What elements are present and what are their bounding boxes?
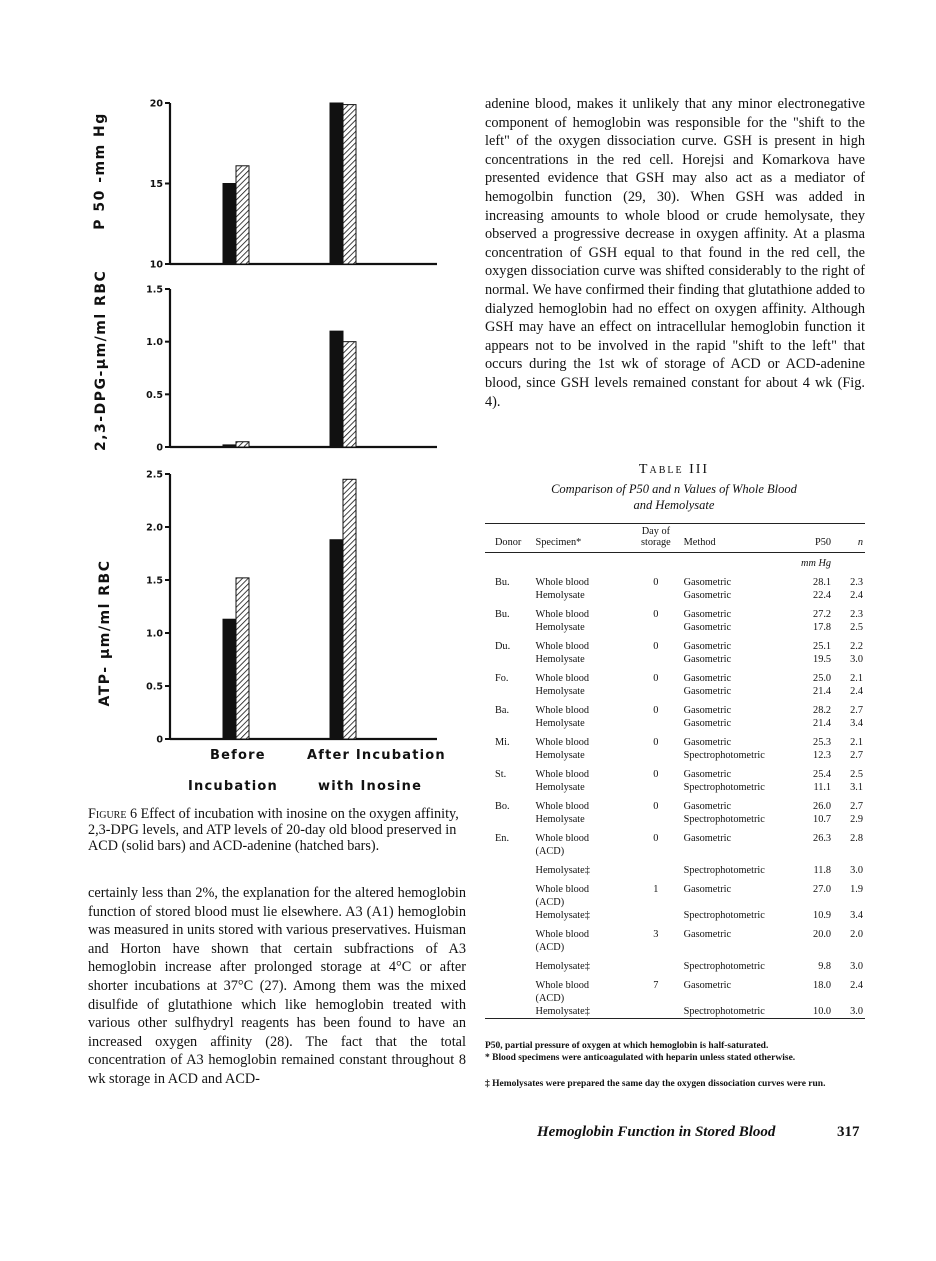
cell-specimen: Whole blood [535, 641, 590, 652]
cell-day [630, 813, 681, 826]
cell-donor: Fo. [495, 673, 509, 684]
cell-n: 2.7 [850, 750, 863, 761]
cell-donor [485, 954, 534, 973]
y-tick-label: 1.0 [146, 337, 163, 349]
footnote: * Blood specimens were anticoagulated with heparin unless stated otherwise. [485, 1053, 796, 1063]
table-row [485, 717, 865, 730]
cell-day [630, 589, 681, 602]
cell-p50: 28.1 [813, 577, 832, 588]
running-title: Hemoglobin Function in Stored Blood [537, 1124, 776, 1140]
bar-solid-acd [223, 184, 236, 265]
cell-donor [485, 717, 534, 730]
cell-p50: 19.5 [813, 654, 832, 665]
left-column-text: certainly less than 2%, the explanation for the altered hemoglobin function of stored blood must lie elsewhere. A3 (A1) hemoglobin was measured in units stored with various preservatives. Huisman and Horton have shown that certain subfractions of A3 hemoglobin increase after prolonged storage at 4°C or after shorter incubations at 37°C (27). Among them was the mixed disulfide of glutathione which like hemoglobin treated with various other sulfhydryl reagents has been found to have an increased oxygen affinity (28). The fact that the total concentration of A3 hemoglobin remained constant throughout 8 wk storage in ACD and ACD- [88, 885, 466, 1087]
cell-p50: 22.4 [813, 590, 832, 601]
cell-day: 7 [653, 980, 659, 991]
cell-p50: 11.8 [813, 865, 832, 876]
cell-day [630, 896, 681, 909]
cell-method: Gasometric [683, 590, 732, 601]
cell-p50: 27.2 [813, 609, 832, 620]
table-row [485, 973, 865, 992]
cell-day: 0 [653, 609, 659, 620]
cell-n: 3.0 [850, 654, 863, 665]
table-row [485, 954, 865, 973]
cell-n: 3.4 [850, 910, 863, 921]
cell-method: Gasometric [683, 737, 732, 748]
cell-specimen: Whole blood [535, 673, 590, 684]
cell-method: Spectrophotometric [683, 910, 765, 921]
cell-specimen: (ACD) [535, 942, 565, 953]
cell-day [630, 845, 681, 858]
table-row [485, 909, 865, 922]
y-tick-label: 15 [149, 179, 163, 190]
cell-n: 2.2 [850, 641, 863, 652]
cell-donor [485, 992, 534, 1005]
cell-n: 3.1 [850, 782, 863, 793]
bar-solid-acd [223, 619, 236, 739]
bar-hatched-acd-adenine [236, 578, 249, 739]
cell-donor [485, 877, 534, 896]
units-cell: mm Hg [801, 558, 832, 569]
y-tick-label: 0 [156, 442, 163, 454]
col-method: Method [682, 524, 791, 553]
y-tick-label: 20 [149, 98, 163, 110]
cell-method: Gasometric [683, 641, 732, 652]
xcat-after-line1: After Incubation [307, 748, 446, 763]
cell-specimen: Whole blood [535, 705, 590, 716]
cell-specimen: Whole blood [535, 737, 590, 748]
cell-donor [485, 589, 534, 602]
cell-donor [485, 653, 534, 666]
cell-method: Gasometric [683, 833, 732, 844]
cell-method: Gasometric [683, 654, 732, 665]
cell-method: Gasometric [683, 609, 732, 620]
cell-method: Gasometric [683, 801, 732, 812]
bar-solid-acd [223, 445, 236, 447]
footnote: P50, partial pressure of oxygen at which hemoglobin is half-saturated. [485, 1041, 769, 1051]
cell-specimen: Hemolysate [535, 686, 585, 697]
cell-donor: Bo. [495, 801, 510, 812]
figure-caption-text: Effect of incubation with inosine on the oxygen affinity, 2,3-DPG levels, and ATP levels of 20-day old blood preserved in ACD (solid bars) and ACD-adenine (hatched bars). [88, 806, 459, 854]
cell-specimen: Whole blood [535, 801, 590, 812]
cell-p50: 20.0 [813, 929, 832, 940]
bar-hatched-acd-adenine [343, 342, 356, 447]
cell-specimen: Whole blood [535, 609, 590, 620]
cell-day: 1 [653, 884, 659, 895]
cell-day: 3 [653, 929, 659, 940]
cell-donor: Mi. [495, 737, 510, 748]
cell-p50: 21.4 [813, 718, 832, 729]
cell-donor: Bu. [495, 577, 510, 588]
bar-solid-acd [330, 331, 343, 447]
cell-donor [485, 621, 534, 634]
cell-day: 0 [653, 769, 659, 780]
col-n: n [833, 524, 865, 553]
bar-hatched-acd-adenine [343, 105, 356, 264]
table-row [485, 941, 865, 954]
cell-p50: 18.0 [813, 980, 832, 991]
cell-p50: 25.0 [813, 673, 832, 684]
cell-n [833, 896, 865, 909]
cell-n: 2.4 [850, 590, 863, 601]
cell-specimen: Whole blood [535, 980, 590, 991]
cell-n [833, 941, 865, 954]
cell-day [630, 941, 681, 954]
cell-day [630, 1005, 681, 1019]
cell-method: Spectrophotometric [683, 865, 765, 876]
table-row [485, 813, 865, 826]
cell-p50: 11.1 [813, 782, 832, 793]
cell-method: Gasometric [683, 577, 732, 588]
cell-donor [485, 813, 534, 826]
table-row [485, 794, 865, 813]
cell-specimen: Whole blood [535, 769, 590, 780]
cell-day: 0 [653, 641, 659, 652]
cell-donor: Du. [495, 641, 511, 652]
cell-day [630, 621, 681, 634]
table-row [485, 858, 865, 877]
y-tick-label: 1.0 [146, 628, 163, 640]
cell-method: Spectrophotometric [683, 961, 765, 972]
table-row [485, 730, 865, 749]
cell-n: 3.0 [850, 865, 863, 876]
cell-day [630, 909, 681, 922]
cell-method [682, 896, 791, 909]
table-row [485, 922, 865, 941]
cell-day [630, 653, 681, 666]
cell-method: Gasometric [683, 686, 732, 697]
cell-p50: 10.0 [813, 1006, 832, 1017]
figure-caption [88, 806, 468, 854]
cell-n: 2.1 [850, 673, 863, 684]
y-tick-label: 2.0 [146, 522, 163, 534]
cell-method: Spectrophotometric [683, 750, 765, 761]
cell-method: Gasometric [683, 673, 732, 684]
table-row [485, 781, 865, 794]
cell-n: 2.3 [850, 577, 863, 588]
cell-method: Spectrophotometric [683, 782, 765, 793]
footnote: ‡ Hemolysates were prepared the same day the oxygen dissociation curves were run. [485, 1079, 826, 1089]
table-row [485, 570, 865, 589]
cell-donor [485, 845, 534, 858]
cell-day: 0 [653, 737, 659, 748]
table-row [485, 1005, 865, 1019]
cell-day [630, 992, 681, 1005]
cell-method [682, 992, 791, 1005]
cell-specimen: (ACD) [535, 846, 565, 857]
table-row [485, 877, 865, 896]
cell-p50: 25.3 [813, 737, 832, 748]
cell-specimen: (ACD) [535, 897, 565, 908]
xcat-before-line1: Before [210, 748, 266, 763]
xcat-after-line2: with Inosine [318, 779, 423, 794]
cell-n: 2.4 [850, 980, 863, 991]
cell-donor [485, 973, 534, 992]
cell-donor [485, 749, 534, 762]
cell-specimen: Hemolysate‡ [535, 865, 590, 876]
cell-n: 2.0 [850, 929, 863, 940]
cell-n [833, 845, 865, 858]
cell-p50: 28.2 [813, 705, 832, 716]
cell-n: 2.4 [850, 686, 863, 697]
right-column-text: adenine blood, makes it unlikely that any minor electronegative component of hemoglobin was responsible for the "shift to the left" of the oxygen dissociation curve. GSH is present in high concentrations in the red cell. Horejsi and Komarkova have presented evidence that GSH may also act as a mediator of hemogolbin function (29, 30). When GSH was added in increasing amounts to whole blood or crude hemolysate, they observed a progressive decrease in oxygen affinity. At a plasma concentration of GSH equal to that found in the red cell, the oxygen dissociation curve was shifted considerably to the right of normal. We have confirmed their finding that glutathione added to dialyzed hemoglobin had no effect on oxygen affinity. Although GSH may have an effect on intracellular hemoglobin function it appears not to be involved in the rapid "shift to the left" that occurs during the 1st wk of storage of ACD or ACD-adenine blood, since GSH levels remained constant for about 4 wk (Fig. 4). [485, 96, 865, 410]
cell-specimen: Hemolysate [535, 590, 585, 601]
cell-n: 2.3 [850, 609, 863, 620]
cell-method: Gasometric [683, 884, 732, 895]
figure-6-chart [0, 0, 470, 760]
cell-p50 [790, 941, 833, 954]
cell-specimen: Hemolysate [535, 718, 585, 729]
cell-day [630, 749, 681, 762]
col-specimen: Specimen* [534, 524, 631, 553]
cell-day: 0 [653, 577, 659, 588]
cell-n: 2.7 [850, 801, 863, 812]
table-title [485, 462, 863, 513]
chart-atp-ylabel: ATP- µm/ml RBC [97, 559, 113, 707]
cell-day [630, 717, 681, 730]
cell-specimen: Hemolysate [535, 814, 585, 825]
table-row [485, 685, 865, 698]
y-tick-label: 0 [156, 734, 163, 746]
cell-p50: 27.0 [813, 884, 832, 895]
y-tick-label: 0.5 [146, 681, 163, 693]
cell-n: 3.0 [850, 1006, 863, 1017]
cell-p50: 12.3 [813, 750, 832, 761]
cell-n: 2.8 [850, 833, 863, 844]
bar-solid-acd [330, 540, 343, 739]
figure-caption-lead: Figure 6 [88, 806, 138, 822]
cell-donor [485, 781, 534, 794]
cell-donor: Bu. [495, 609, 510, 620]
cell-specimen: Whole blood [535, 833, 590, 844]
cell-specimen: Hemolysate‡ [535, 961, 590, 972]
cell-specimen: Hemolysate [535, 782, 585, 793]
cell-donor [485, 909, 534, 922]
cell-donor [485, 685, 534, 698]
cell-n: 3.0 [850, 961, 863, 972]
table-label: Table III [638, 462, 710, 477]
xcat-before-line2: Incubation [188, 779, 278, 794]
cell-donor: St. [495, 769, 507, 780]
cell-p50 [790, 845, 833, 858]
cell-n: 2.1 [850, 737, 863, 748]
cell-specimen: Hemolysate [535, 622, 585, 633]
cell-donor: Ba. [495, 705, 510, 716]
col-p50: P50 [790, 524, 833, 553]
cell-specimen: (ACD) [535, 993, 565, 1004]
cell-method: Gasometric [683, 980, 732, 991]
bar-solid-acd [330, 103, 343, 264]
chart-dpg-ylabel: 2,3-DPG-µm/ml RBC [93, 269, 109, 451]
bar-hatched-acd-adenine [236, 166, 249, 264]
cell-method [682, 845, 791, 858]
cell-n: 1.9 [850, 884, 863, 895]
cell-method: Gasometric [683, 705, 732, 716]
cell-day [630, 954, 681, 973]
col-day: Day of storage [630, 524, 681, 553]
table-caption-line2: and Hemolysate [633, 498, 715, 512]
cell-method [682, 941, 791, 954]
cell-n: 2.5 [850, 769, 863, 780]
cell-donor [485, 858, 534, 877]
cell-n [833, 992, 865, 1005]
cell-specimen: Whole blood [535, 884, 590, 895]
cell-day: 0 [653, 801, 659, 812]
table-row [485, 845, 865, 858]
col-donor: Donor [485, 524, 534, 553]
cell-specimen: Whole blood [535, 929, 590, 940]
cell-day [630, 781, 681, 794]
cell-p50: 26.0 [813, 801, 832, 812]
y-tick-label: 0.5 [146, 389, 163, 401]
cell-day [630, 685, 681, 698]
cell-n: 2.7 [850, 705, 863, 716]
cell-n: 3.4 [850, 718, 863, 729]
table-row [485, 602, 865, 621]
cell-specimen: Hemolysate‡ [535, 910, 590, 921]
table-row [485, 826, 865, 845]
cell-n: 2.9 [850, 814, 863, 825]
table-row [485, 992, 865, 1005]
table-caption-line1: Comparison of P50 and n Values of Whole Blood [551, 482, 797, 496]
table-row [485, 896, 865, 909]
cell-p50 [790, 992, 833, 1005]
bar-hatched-acd-adenine [236, 442, 249, 447]
y-tick-label: 10 [149, 259, 163, 271]
table-row [485, 621, 865, 634]
chart-p50-ylabel: P 50 -mm Hg [92, 112, 108, 230]
y-tick-label: 1.5 [146, 575, 163, 587]
table-iii [485, 523, 865, 1019]
cell-p50: 26.3 [813, 833, 832, 844]
cell-specimen: Whole blood [535, 577, 590, 588]
cell-p50 [790, 896, 833, 909]
cell-donor [485, 896, 534, 909]
table-row [485, 749, 865, 762]
table-row [485, 634, 865, 653]
table-row [485, 589, 865, 602]
cell-p50: 21.4 [813, 686, 832, 697]
cell-specimen: Hemolysate‡ [535, 1006, 590, 1017]
table-row [485, 666, 865, 685]
cell-donor [485, 941, 534, 954]
cell-donor [485, 922, 534, 941]
cell-p50: 25.4 [813, 769, 832, 780]
cell-donor [485, 1005, 534, 1019]
cell-p50: 10.9 [813, 910, 832, 921]
cell-p50: 17.8 [813, 622, 832, 633]
cell-method: Spectrophotometric [683, 814, 765, 825]
cell-donor: En. [495, 833, 510, 844]
cell-day [630, 858, 681, 877]
cell-method: Spectrophotometric [683, 1006, 765, 1017]
table-row [485, 762, 865, 781]
cell-method: Gasometric [683, 769, 732, 780]
cell-method: Gasometric [683, 929, 732, 940]
cell-day: 0 [653, 833, 659, 844]
table-row [485, 653, 865, 666]
cell-p50: 25.1 [813, 641, 832, 652]
y-tick-label: 1.5 [146, 284, 163, 296]
table-row [485, 698, 865, 717]
page-number: 317 [837, 1124, 860, 1140]
cell-n: 2.5 [850, 622, 863, 633]
cell-method: Gasometric [683, 718, 732, 729]
cell-specimen: Hemolysate [535, 750, 585, 761]
cell-day: 0 [653, 673, 659, 684]
cell-p50: 10.7 [813, 814, 832, 825]
y-tick-label: 2.5 [146, 469, 163, 481]
cell-day: 0 [653, 705, 659, 716]
cell-specimen: Hemolysate [535, 654, 585, 665]
cell-method: Gasometric [683, 622, 732, 633]
cell-p50: 9.8 [818, 961, 832, 972]
bar-hatched-acd-adenine [343, 479, 356, 739]
